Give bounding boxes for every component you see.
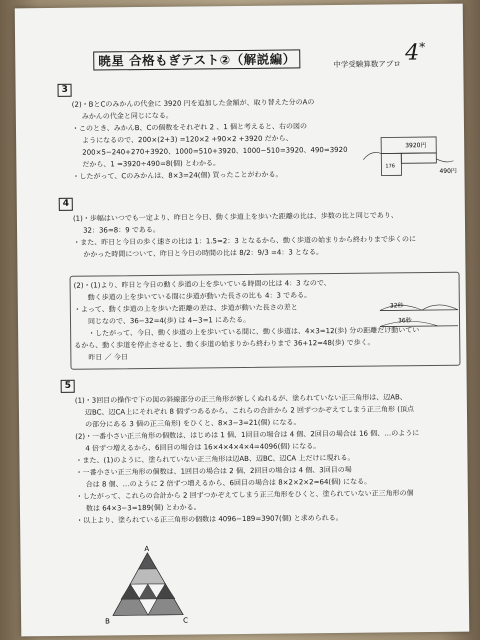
section-4-sketch bbox=[378, 300, 463, 341]
section-3-number: 3 bbox=[58, 84, 72, 97]
vertex-label-b: B bbox=[105, 617, 111, 626]
sketch-label: 490円 bbox=[439, 167, 457, 175]
section-3-line: ・したがって、Cのみかんは、8×3=24(個) 買ったことがわかる。 bbox=[72, 170, 283, 181]
sketch-label: 36秒 bbox=[397, 317, 412, 325]
section-5-number: 5 bbox=[61, 380, 75, 393]
title-box: 暁星 合格もぎテスト②（解説編） bbox=[93, 49, 301, 70]
section-3-line: ・このとき、みかんB、Cの個数をそれぞれ 2 、1 個と考えると、右の図の bbox=[71, 122, 308, 133]
sketch-label: 176 bbox=[385, 163, 395, 170]
section-5-line: ・また、(1)のように、塗られていない正三角形は辺AB、辺BC、辺CA 上だけに現れる。 bbox=[75, 453, 355, 465]
publisher-label: 中学受験算数アプロ bbox=[333, 59, 401, 70]
section-3-line: みかんの代金と同じになる。 bbox=[81, 111, 173, 121]
vertex-label-a: A bbox=[144, 544, 150, 554]
section-4-line: 同じなので、36−32=4(歩) は 4−3=1 にあたる。 bbox=[87, 315, 251, 326]
section-5-line: 4 倍ずつ増えるから、6回目の場合は 16×4×4×4×4=4096(個) になる。 bbox=[85, 442, 321, 453]
section-5-line: ・したがって、これらの合計から 2 回ずつかぞえてしまう正三角形をひくと、塗られていない正三角形の個 bbox=[75, 489, 414, 501]
sketch-label: 32秒 bbox=[389, 302, 404, 310]
section-5-line: (1)・3回目の操作で下の図の斜線部分の正三角形が新しくぬれるが、塗られていない正三角形は、辺AB、 bbox=[74, 393, 407, 405]
section-5-line: ・一番小さい正三角形の個数は、1回目の場合は 2 個、2回目の場合は 4 個、3回目の場 bbox=[75, 465, 352, 477]
section-4-line: ・また、昨日と今日の歩く速さの比は 1：1.5=2：3 となるから、動く歩道の始まりから終わりまで歩くのに bbox=[73, 235, 417, 247]
section-4-line: ・したがって、今日、動く歩道の上を歩いている間に、動く歩道は、4×3=12(歩) 分の距離だけ動いてい bbox=[88, 326, 420, 338]
section-5-line: 合は 8 個、…のように 2 倍ずつ増えるから、6回目の場合は 8×2×2×2=64(個) になる。 bbox=[85, 477, 372, 489]
section-3-line: だから、1 =3920÷490=8(個) とわかる。 bbox=[82, 159, 220, 169]
worksheet-page bbox=[15, 4, 470, 637]
section-5-line: 数は 64×3−3=189(個) とわかる。 bbox=[85, 503, 201, 513]
page-title bbox=[93, 49, 301, 69]
section-5 bbox=[61, 376, 459, 527]
section-4-line: 昨日 ／ 今日 bbox=[88, 353, 128, 362]
section-5-line: ・以上より、塗られている正三角形の個数は 4096−189=3907(個) と求められる。 bbox=[76, 513, 343, 525]
section-4-line: (1)・歩幅はいつでも一定より、昨日と今日、動く歩道上を歩いた距離の比は、歩数の比と同じであり、 bbox=[72, 211, 398, 223]
section-3-line: (2)・BとCのみかんの代金に 3920 円を追加した金額が、取り替えた分のAの bbox=[71, 98, 315, 109]
section-4-line: かかった時間について、昨日と今日の時間の比は 8/2：9/3 =4：3 となる。 bbox=[83, 248, 324, 259]
section-5-line: (2)・一番小さい正三角形の個数は、はじめは 1 個、1回目の場合は 4 個、2回目の場合は 16 個、…のように bbox=[75, 429, 420, 441]
sketch-label: 3920円 bbox=[405, 142, 427, 150]
section-4 bbox=[59, 194, 456, 261]
handwritten-score-mark: 4* bbox=[405, 40, 426, 66]
section-5-line: 辺BC、辺CA上にそれぞれ 8 個ずつあるから、これらの合計から 2 回ずつかぞえてしまう正三角形 (頂点 bbox=[84, 405, 415, 417]
section-3-line: ようになるので、200×(2+3) =120×2 +90×2 +3920 だから、 bbox=[82, 134, 293, 145]
section-4-line: 32：36=8：9 である。 bbox=[83, 225, 160, 235]
triangle-figure bbox=[102, 545, 193, 628]
section-3-sketch bbox=[361, 129, 457, 185]
section-4-number: 4 bbox=[59, 198, 73, 211]
section-4-line: ・よって、動く歩道の上を歩いた距離の差は、歩道が動いた長さの差と bbox=[73, 303, 298, 314]
section-4-line: 動く歩道の上を歩いている間に歩道が動いた長さの比も 4：3 である。 bbox=[87, 291, 312, 302]
vertex-label-c: C bbox=[183, 616, 189, 625]
section-3-line: 200×5−240+270+3920、1000=510+3920、1000−510=3920、490=3920 bbox=[82, 145, 348, 157]
section-5-line: の部分にある 3 個の正三角形) をひくと、8×3−3=21(個) になる。 bbox=[85, 418, 301, 429]
section-4-line: るから、動く歩道を停止させると、動く歩道の始まりから終わりまで 36+12=48(歩) で歩く。 bbox=[74, 338, 375, 350]
section-4-line: (2)・(1)より、昨日と今日の動く歩道の上を歩いている時間の比は 4：3 なので、 bbox=[73, 279, 331, 290]
